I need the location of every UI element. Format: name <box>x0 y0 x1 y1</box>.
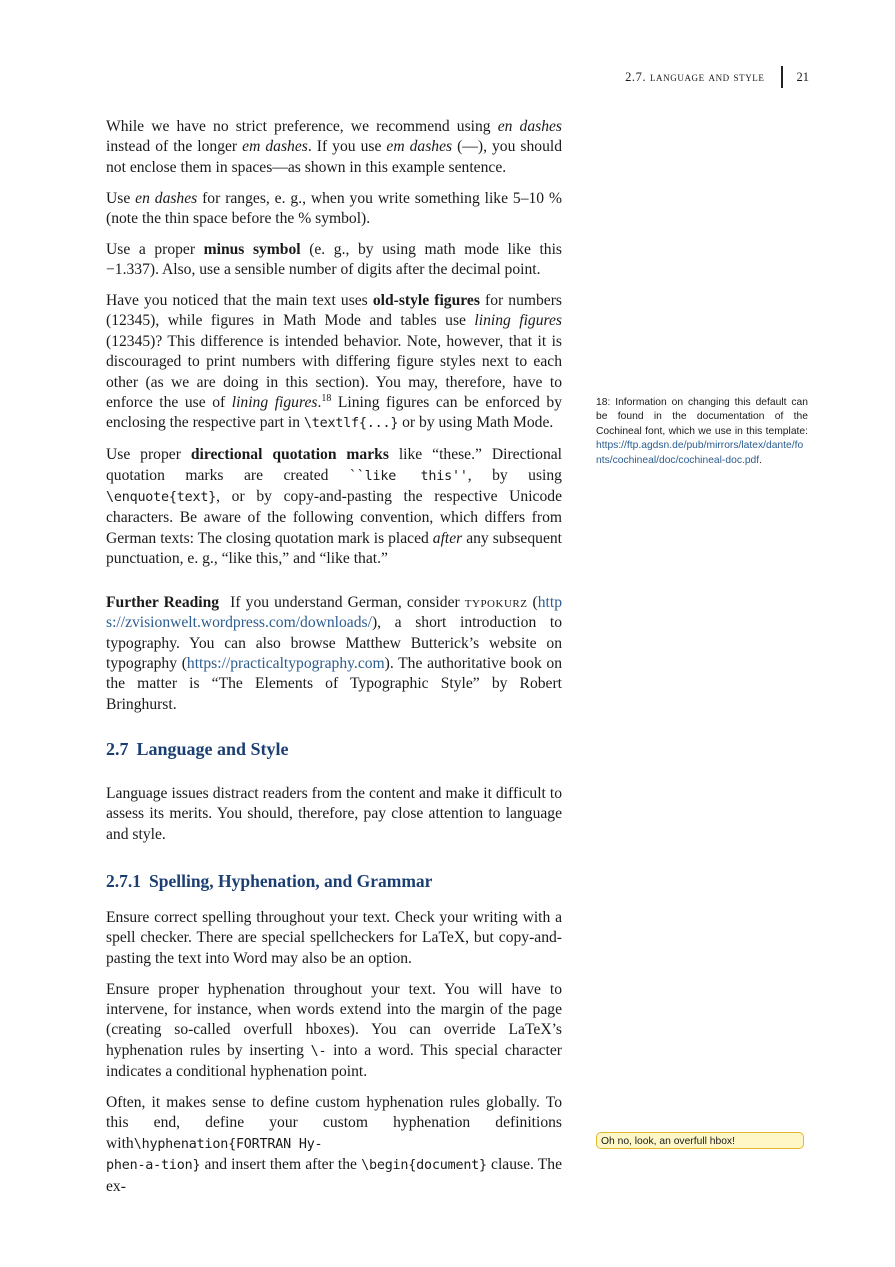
emphasis: after <box>432 529 463 547</box>
link-typokurz[interactable]: https://zvisionwelt.wordpress.com/downloads/ <box>106 593 562 632</box>
inline-code: ``like this'' <box>348 468 468 484</box>
text: Use <box>106 189 136 207</box>
subsection-title: Spelling, Hyphenation, and Grammar <box>149 871 433 891</box>
inline-code: phen-a-tion} <box>106 1158 201 1174</box>
sidenote-number: 18: <box>596 397 611 408</box>
text: Often, it makes sense to define custom hyphenation rules globally. To this end, define your custom hyphenation definitions with <box>106 1094 562 1152</box>
text: , by using <box>467 466 562 484</box>
paragraph-minus <box>106 240 562 281</box>
emphasis: em dashes <box>386 138 453 156</box>
text: . <box>759 454 763 466</box>
link-practical-typography[interactable]: https://practicaltypography.com <box>186 654 385 672</box>
section-heading <box>106 739 289 760</box>
emphasis: en dashes <box>135 189 198 207</box>
bold-term: directional quotation marks <box>190 446 389 464</box>
subsection-number: 2.7.1 <box>106 871 141 891</box>
emphasis: lining figures <box>474 312 563 330</box>
text: (e. g., by using math mode like this −1.337). Also, use a sensible number of digits after the decimal point. <box>106 240 562 279</box>
section-title: Language and Style <box>136 739 289 759</box>
main-text-section-intro <box>106 784 562 845</box>
text: clause. The ex- <box>106 1156 562 1195</box>
paragraph-further-reading <box>106 593 562 715</box>
inline-code: \begin{document} <box>361 1158 487 1174</box>
text: for ranges, e. g., when you write something like 5–10 % (note the thin space before the % symbol). <box>106 189 562 228</box>
paragraph-ranges <box>106 189 562 230</box>
text: . If you use <box>307 138 387 156</box>
inline-code: \- <box>310 1043 327 1059</box>
run-in-heading: Further Reading <box>106 593 220 611</box>
paragraph-dashes <box>106 117 562 178</box>
main-text-block-lower <box>106 908 562 1197</box>
inline-code: \textlf{...} <box>303 416 399 432</box>
inline-code-overfull: \hyphenation{FORTRAN Hy- <box>133 1136 323 1152</box>
text: ( <box>527 593 538 611</box>
text: Use proper <box>106 446 191 464</box>
text: like “these.” Directional quotation marks are created <box>106 446 562 484</box>
text: . <box>317 394 322 412</box>
text: Ensure proper hyphenation throughout your text. You will have to intervene, for instance, when words extend into the margin of the page (creating so-called overfull hboxes). You can override LaTeX’s hyphenation rules by inserting <box>106 980 562 1059</box>
text: Use a proper <box>106 240 204 258</box>
text: (12345)? This difference is intended behavior. Note, however, that it is discouraged to print numbers with differing figure styles next to each other (as we are doing in this section). You may, therefore, have to enforce the use of <box>106 332 562 412</box>
text: any subsequent punctuation, e. g., “like this,” and “like that.” <box>106 529 562 568</box>
bold-term: old-style figures <box>372 292 480 310</box>
text: Have you noticed that the main text uses <box>106 292 373 310</box>
text: If you understand German, consider <box>225 593 465 611</box>
sidenote-link[interactable]: https://ftp.agdsn.de/pub/mirrors/latex/dante/fonts/cochineal/doc/cochineal-doc.pdf <box>596 440 804 466</box>
emphasis: en dashes <box>497 118 562 135</box>
text: instead of the longer <box>106 138 243 156</box>
paragraph-figures <box>106 291 562 435</box>
main-text-block-upper <box>106 117 562 715</box>
paragraph-language-intro: Language issues distract readers from the content and make it difficult to assess its merits. You should, therefore, pay close attention to language and style. <box>106 785 562 843</box>
paragraph-custom-hyphenation <box>106 1093 562 1197</box>
text: and insert them after the <box>200 1156 362 1174</box>
text: While we have no strict preference, we recommend using <box>106 118 498 135</box>
text: or by using Math Mode. <box>398 414 554 432</box>
emphasis: em dashes <box>242 138 308 156</box>
paragraph-hyphenation <box>106 980 562 1083</box>
emphasis: lining figures <box>231 394 318 412</box>
footnote-marker[interactable]: 18 <box>321 392 332 404</box>
text: ), a short introduction to typography. You can also browse Matthew Butterick’s website on typography ( <box>106 614 562 672</box>
text: Lining figures can be enforced by enclosing the respective part in <box>106 394 563 432</box>
sidenote-18 <box>596 396 808 468</box>
text: (—), you should not enclose them in spaces—as shown in this example sentence. <box>106 138 563 176</box>
overfull-hbox-warning: Oh no, look, an overfull hbox! <box>596 1132 804 1149</box>
paragraph-quotes <box>106 445 562 569</box>
text: , or by copy-and-pasting the respective Unicode characters. Be aware of the following convention, which differs from German texts: The closing quotation mark is placed <box>106 488 562 547</box>
page-number: 21 <box>796 69 809 84</box>
paragraph-spelling: Ensure correct spelling throughout your text. Check your writing with a spell checker. There are special spellcheckers for LaTeX, but copy-and-pasting the text into Word may also be an option. <box>106 909 562 967</box>
text: into a word. This special character indicates a conditional hyphenation point. <box>106 1041 563 1081</box>
bold-term: minus symbol <box>203 240 301 258</box>
sidenote-text: Information on changing this default can be found in the documentation of the Cochineal font, which we use in this template: <box>596 397 808 437</box>
running-header-title: 2.7. language and style <box>625 69 765 84</box>
text: for numbers (12345), while figures in Math Mode and tables use <box>106 292 562 330</box>
inline-code: \enquote{text} <box>106 490 217 506</box>
running-header <box>625 66 809 88</box>
section-number: 2.7 <box>106 739 129 759</box>
text: ). The authoritative book on the matter is “The Elements of Typographic Style” by Robert Bringhurst. <box>106 654 563 713</box>
header-divider <box>781 66 783 88</box>
small-caps-term: typokurz <box>464 593 528 611</box>
subsection-heading <box>106 871 432 892</box>
